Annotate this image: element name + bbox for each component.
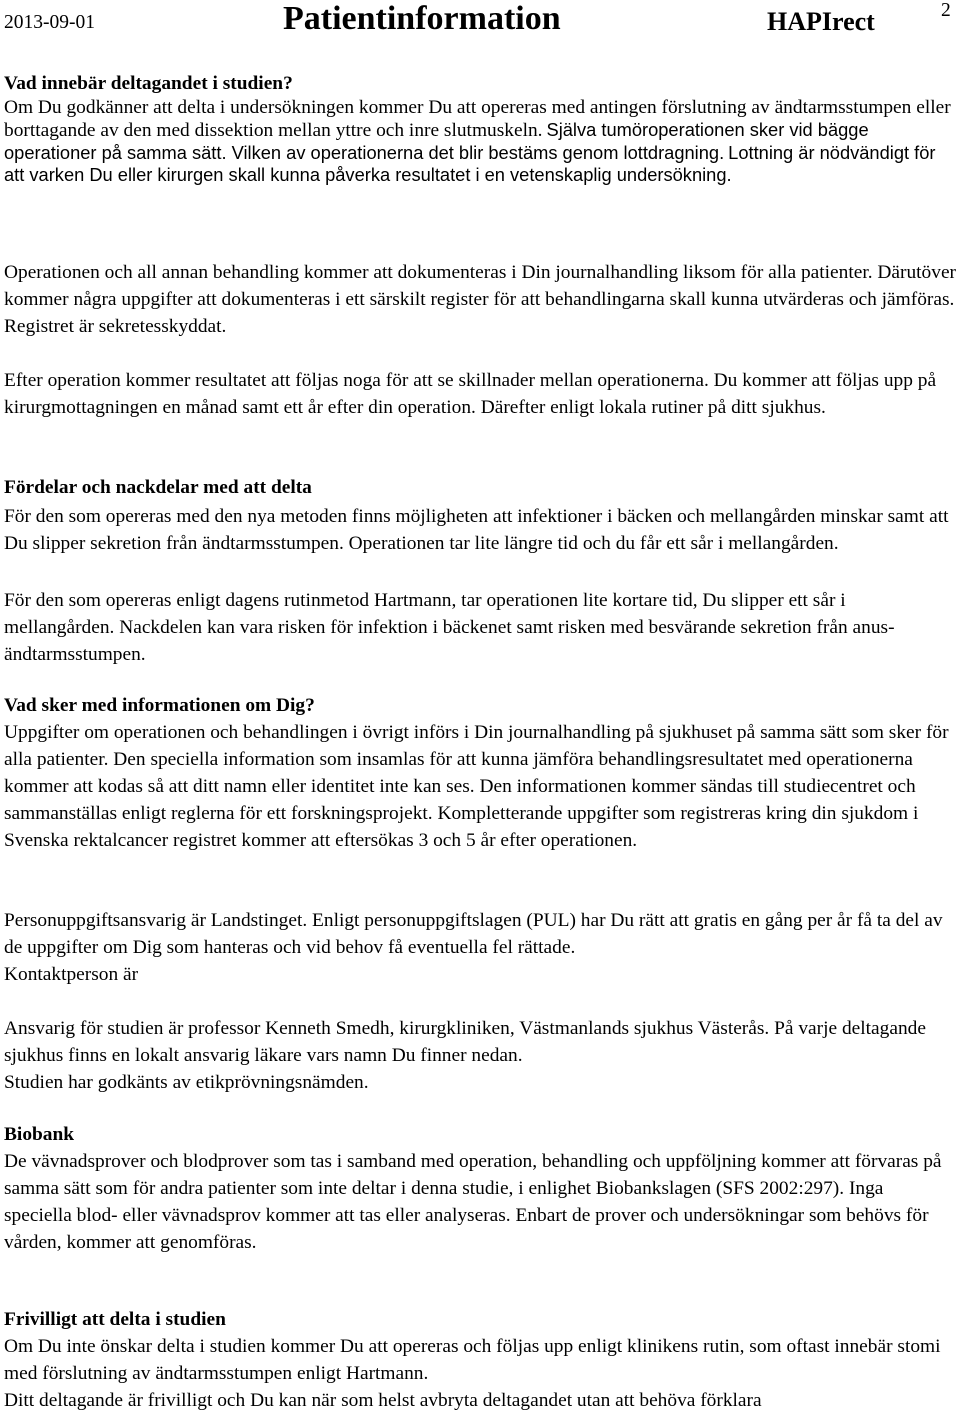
paragraph-followup: Efter operation kommer resultatet att följas noga för att se skillnader mellan operationerna. Du kommer att följas upp på kirurgmottagningen en månad samt ett år efter din operation. Därefter enligt lokala rutiner på ditt sjukhus. (4, 370, 937, 418)
paragraph-data-controller (4, 907, 956, 988)
paragraph-new-method: För den som opereras med den nya metoden finns möjligheten att infektioner i bäcken och mellangården minskar samt att Du slipper sekretion från ändtarmsstumpen. Operationen tar lite längre tid och du får ett sår i mellangården. (4, 506, 949, 554)
paragraph-voluntary: Om Du inte önskar delta i studien kommer Du att opereras och följas upp enligt klinikens rutin, som oftast innebär stomi med förslutning av ändtarmsstumpen enligt Hartmann. (4, 1336, 941, 1384)
paragraph-withdraw: Ditt deltagande är frivilligt och Du kan när som helst avbryta deltagandet utan att behöva förklara (4, 1390, 762, 1411)
header-study-code: HAPIrect (767, 7, 875, 36)
section-heading-participation: Vad innebär deltagandet i studien? (4, 73, 293, 94)
ethics-approval-text: Studien har godkänts av etikprövningsnämden. (4, 1072, 369, 1093)
paragraph-information-handling: Uppgifter om operationen och behandlingen i övrigt införs i Din journalhandling på sjukhuset på samma sätt som sker för alla patienter. Den speciella information som insamlas för att kunna jämföra behandlingsresultatet med operationerna kommer att kodas så att ditt namn eller identitet inte kan ses. Den informationen kommer sändas till studiecentret och sammanställas enligt reglerna för ett forskningsprojekt. Kompletterande uppgifter som registreras kring din sjukdom i Svenska rektalcancer registret kommer att eftersökas 3 och 5 år efter operationen. (4, 722, 949, 851)
page-header (0, 0, 960, 44)
paragraph-procedure-serif: Om Du godkänner att delta i undersökningen kommer Du att opereras med antingen förslutning av ändtarmsstumpen eller borttagande av den med dissektion mellan yttre och inre slutmuskeln. (4, 97, 951, 141)
section-heading-voluntary: Frivilligt att delta i studien (4, 1309, 226, 1330)
contact-person-label: Kontaktperson är (4, 964, 139, 985)
section-heading-biobank: Biobank (4, 1124, 75, 1145)
header-date: 2013-09-01 (4, 12, 95, 33)
page-number: 2 (941, 0, 951, 21)
paragraph-biobank: De vävnadsprover och blodprover som tas i samband med operation, behandling och uppföljning kommer att förvaras på samma sätt som för andra patienter som inte deltar i denna studie, i enlighet Biobankslagen (SFS 2002:297). Inga speciella blod- eller vävnadsprov kommer att tas eller analyseras. Enbart de prover och undersökningar som behövs för vården, kommer att genomföras. (4, 1151, 942, 1253)
header-title: Patientinformation (283, 0, 561, 37)
paragraph-hartmann-method: För den som opereras enligt dagens rutinmetod Hartmann, tar operationen lite kortare tid, Du slipper ett sår i mellangården. Nackdelen kan vara risken för infektion i bäckenet samt risken med besvärande sekretion från anus-ändtarmsstumpen. (4, 590, 895, 665)
paragraph-study-responsible (4, 1015, 956, 1096)
section-heading-pros-cons: Fördelar och nackdelar med att delta (4, 477, 312, 498)
study-responsible-text: Ansvarig för studien är professor Kenneth Smedh, kirurgkliniken, Västmanlands sjukhus Västerås. På varje deltagande sjukhus finns en lokalt ansvarig läkare vars namn Du finner nedan. (4, 1018, 926, 1066)
paragraph-documentation: Operationen och all annan behandling kommer att dokumenteras i Din journalhandling liksom för alla patienter. Därutöver kommer några uppgifter att dokumenteras i ett särskilt register för att behandlingarna skall kunna utvärderas och jämföras. Registret är sekretesskyddat. (4, 262, 957, 337)
paragraph-procedure-sans-a: Själva tumöroperationen sker vid bägge operationer på samma sätt. Vilken av operationerna det blir bestäms genom lottdragning. (4, 119, 869, 163)
section-heading-information: Vad sker med informationen om Dig? (4, 695, 315, 716)
paragraph-procedure-sans-b: Lottning är nödvändigt för att varken Du eller kirurgen skall kunna påverka resultatet i en vetenskaplig undersökning. (4, 142, 936, 185)
data-controller-text: Personuppgiftsansvarig är Landstinget. Enligt personuppgiftslagen (PUL) har Du rätt att gratis en gång per år få ta del av de uppgifter om Dig som hanteras och vid behov få eventuella fel rättade. (4, 910, 943, 958)
paragraph-participation-procedure (4, 97, 956, 186)
